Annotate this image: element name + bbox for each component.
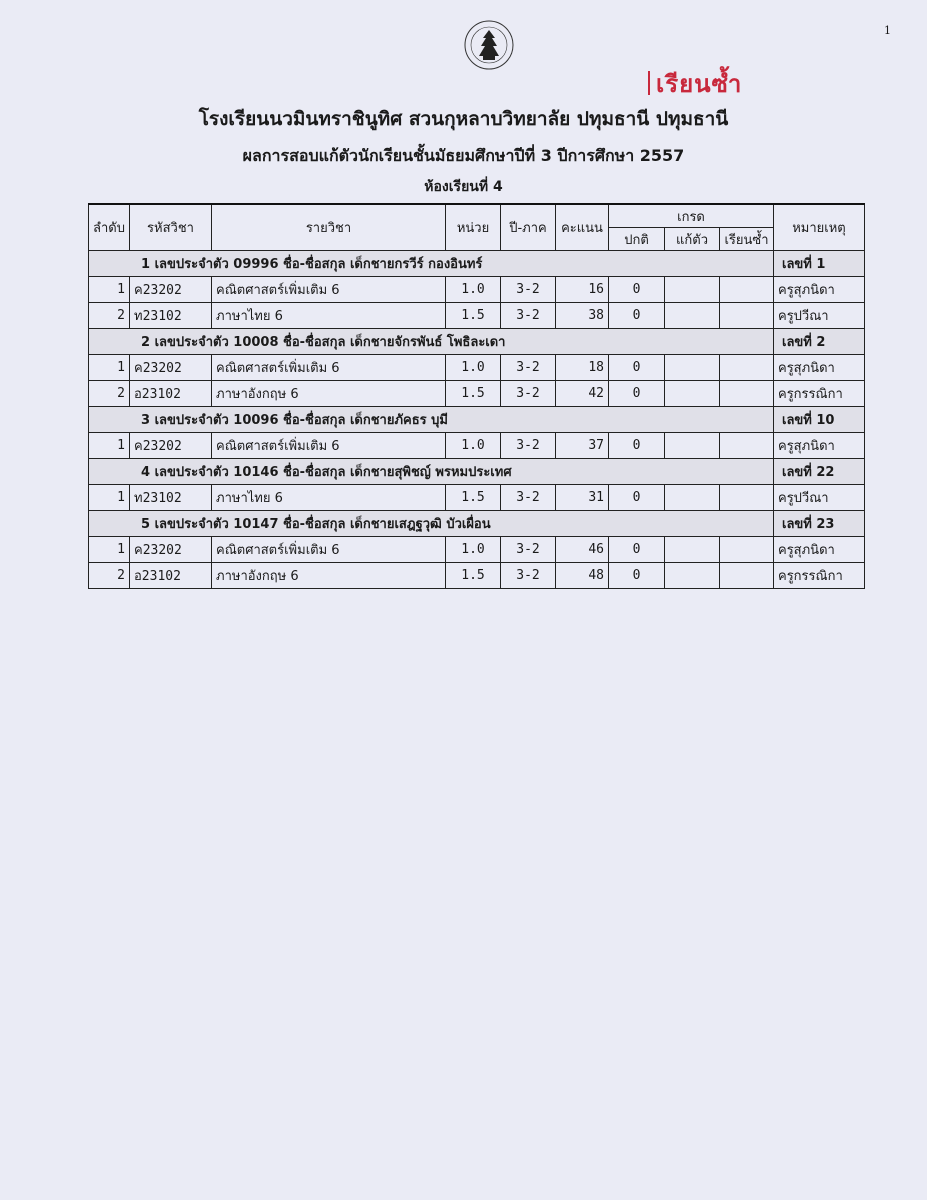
cell-term: 3-2 xyxy=(501,537,556,563)
table-row xyxy=(89,537,865,563)
cell-normal: 0 xyxy=(609,381,665,407)
cell-order: 2 xyxy=(89,381,130,407)
student-info: 1 เลขประจำตัว 09996 ชื่อ-ชื่อสกุล เด็กชายกรวีร์ กองอินทร์ xyxy=(89,251,774,277)
cell-normal: 0 xyxy=(609,563,665,589)
student-header-row xyxy=(89,329,865,355)
student-info: 2 เลขประจำตัว 10008 ชื่อ-ชื่อสกุล เด็กชายจักรพันธ์ โพธิละเดา xyxy=(89,329,774,355)
col-credit: หน่วย xyxy=(446,204,501,251)
student-header-row xyxy=(89,251,865,277)
cell-order: 1 xyxy=(89,433,130,459)
cell-term: 3-2 xyxy=(501,433,556,459)
cell-normal: 0 xyxy=(609,485,665,511)
cell-subject: ภาษาอังกฤษ 6 xyxy=(212,381,446,407)
student-info: 4 เลขประจำตัว 10146 ชื่อ-ชื่อสกุล เด็กชายสุพิชญ์ พรหมประเทศ xyxy=(89,459,774,485)
cell-code: อ23102 xyxy=(130,381,212,407)
cell-score: 16 xyxy=(556,277,609,303)
col-score: คะแนน xyxy=(556,204,609,251)
student-number: เลขที่ 23 xyxy=(774,511,865,537)
cell-order: 1 xyxy=(89,277,130,303)
cell-subject: คณิตศาสตร์เพิ่มเติม 6 xyxy=(212,433,446,459)
cell-remark: ครูกรรณิกา xyxy=(774,563,865,589)
col-grade-normal: ปกติ xyxy=(609,228,665,251)
cell-code: อ23102 xyxy=(130,563,212,589)
classroom: ห้องเรียนที่ 4 xyxy=(424,179,503,195)
cell-code: ค23202 xyxy=(130,277,212,303)
cell-subject: ภาษาไทย 6 xyxy=(212,485,446,511)
cell-order: 1 xyxy=(89,537,130,563)
cell-score: 48 xyxy=(556,563,609,589)
cell-subject: ภาษาไทย 6 xyxy=(212,303,446,329)
student-info: 3 เลขประจำตัว 10096 ชื่อ-ชื่อสกุล เด็กชายภัคธร บุมี xyxy=(89,407,774,433)
cell-credit: 1.5 xyxy=(446,303,501,329)
cell-credit: 1.0 xyxy=(446,277,501,303)
cell-repeat xyxy=(720,381,774,407)
cell-subject: ภาษาอังกฤษ 6 xyxy=(212,563,446,589)
cell-remark: ครูสุภนิดา xyxy=(774,277,865,303)
cell-repeat xyxy=(720,537,774,563)
cell-remark: ครูสุภนิดา xyxy=(774,355,865,381)
cell-normal: 0 xyxy=(609,433,665,459)
cell-score: 18 xyxy=(556,355,609,381)
cell-remark: ครูกรรณิกา xyxy=(774,381,865,407)
cell-fix xyxy=(665,381,720,407)
cell-credit: 1.0 xyxy=(446,355,501,381)
cell-fix xyxy=(665,537,720,563)
col-subject: รายวิชา xyxy=(212,204,446,251)
col-grade-repeat: เรียนซ้ำ xyxy=(720,228,774,251)
cell-fix xyxy=(665,433,720,459)
cell-term: 3-2 xyxy=(501,355,556,381)
cell-credit: 1.5 xyxy=(446,563,501,589)
cell-remark: ครูสุภนิดา xyxy=(774,537,865,563)
cell-term: 3-2 xyxy=(501,381,556,407)
table-row xyxy=(89,563,865,589)
cell-fix xyxy=(665,485,720,511)
cell-remark: ครูปวีณา xyxy=(774,485,865,511)
student-number: เลขที่ 1 xyxy=(774,251,865,277)
cell-subject: คณิตศาสตร์เพิ่มเติม 6 xyxy=(212,537,446,563)
student-number: เลขที่ 22 xyxy=(774,459,865,485)
page-number: 1 xyxy=(884,24,891,37)
student-header-row xyxy=(89,407,865,433)
cell-code: ค23202 xyxy=(130,537,212,563)
cell-term: 3-2 xyxy=(501,563,556,589)
student-info: 5 เลขประจำตัว 10147 ชื่อ-ชื่อสกุล เด็กชายเสฎฐวุฒิ บัวเผื่อน xyxy=(89,511,774,537)
student-header-row xyxy=(89,511,865,537)
cell-repeat xyxy=(720,433,774,459)
cell-repeat xyxy=(720,563,774,589)
report-subtitle: ผลการสอบแก้ตัวนักเรียนชั้นมัธยมศึกษาปีที่ 3 ปีการศึกษา 2557 xyxy=(242,146,685,165)
student-header-row xyxy=(89,459,865,485)
cell-credit: 1.0 xyxy=(446,537,501,563)
cell-order: 2 xyxy=(89,303,130,329)
cell-code: ค23202 xyxy=(130,355,212,381)
col-term: ปี-ภาค xyxy=(501,204,556,251)
col-remark: หมายเหตุ xyxy=(774,204,865,251)
cell-code: ท23102 xyxy=(130,303,212,329)
cell-normal: 0 xyxy=(609,277,665,303)
col-grade: เกรด xyxy=(609,204,774,228)
table-row xyxy=(89,277,865,303)
cell-code: ท23102 xyxy=(130,485,212,511)
table-row xyxy=(89,355,865,381)
cell-fix xyxy=(665,303,720,329)
repeat-class-stamp: เรียนซ้ำ xyxy=(648,64,742,103)
cell-order: 1 xyxy=(89,355,130,381)
cell-repeat xyxy=(720,303,774,329)
table-row xyxy=(89,433,865,459)
student-number: เลขที่ 2 xyxy=(774,329,865,355)
cell-score: 37 xyxy=(556,433,609,459)
cell-repeat xyxy=(720,355,774,381)
cell-code: ค23202 xyxy=(130,433,212,459)
cell-repeat xyxy=(720,277,774,303)
cell-normal: 0 xyxy=(609,537,665,563)
cell-remark: ครูสุภนิดา xyxy=(774,433,865,459)
cell-score: 42 xyxy=(556,381,609,407)
cell-subject: คณิตศาสตร์เพิ่มเติม 6 xyxy=(212,277,446,303)
col-order: ลำดับ xyxy=(89,204,130,251)
cell-term: 3-2 xyxy=(501,303,556,329)
cell-order: 2 xyxy=(89,563,130,589)
school-name: โรงเรียนนวมินทราชินูทิศ สวนกุหลาบวิทยาลัย ปทุมธานี ปทุมธานี xyxy=(198,108,729,130)
cell-term: 3-2 xyxy=(501,277,556,303)
table-row xyxy=(89,381,865,407)
school-seal-icon xyxy=(461,18,517,72)
cell-score: 46 xyxy=(556,537,609,563)
cell-normal: 0 xyxy=(609,303,665,329)
cell-fix xyxy=(665,355,720,381)
cell-credit: 1.5 xyxy=(446,381,501,407)
grades-table xyxy=(88,203,865,589)
cell-score: 31 xyxy=(556,485,609,511)
cell-subject: คณิตศาสตร์เพิ่มเติม 6 xyxy=(212,355,446,381)
cell-remark: ครูปวีณา xyxy=(774,303,865,329)
col-grade-fix: แก้ตัว xyxy=(665,228,720,251)
cell-term: 3-2 xyxy=(501,485,556,511)
cell-credit: 1.0 xyxy=(446,433,501,459)
cell-fix xyxy=(665,277,720,303)
cell-repeat xyxy=(720,485,774,511)
cell-fix xyxy=(665,563,720,589)
student-number: เลขที่ 10 xyxy=(774,407,865,433)
col-code: รหัสวิชา xyxy=(130,204,212,251)
cell-credit: 1.5 xyxy=(446,485,501,511)
table-row xyxy=(89,485,865,511)
cell-score: 38 xyxy=(556,303,609,329)
table-row xyxy=(89,303,865,329)
cell-normal: 0 xyxy=(609,355,665,381)
cell-order: 1 xyxy=(89,485,130,511)
